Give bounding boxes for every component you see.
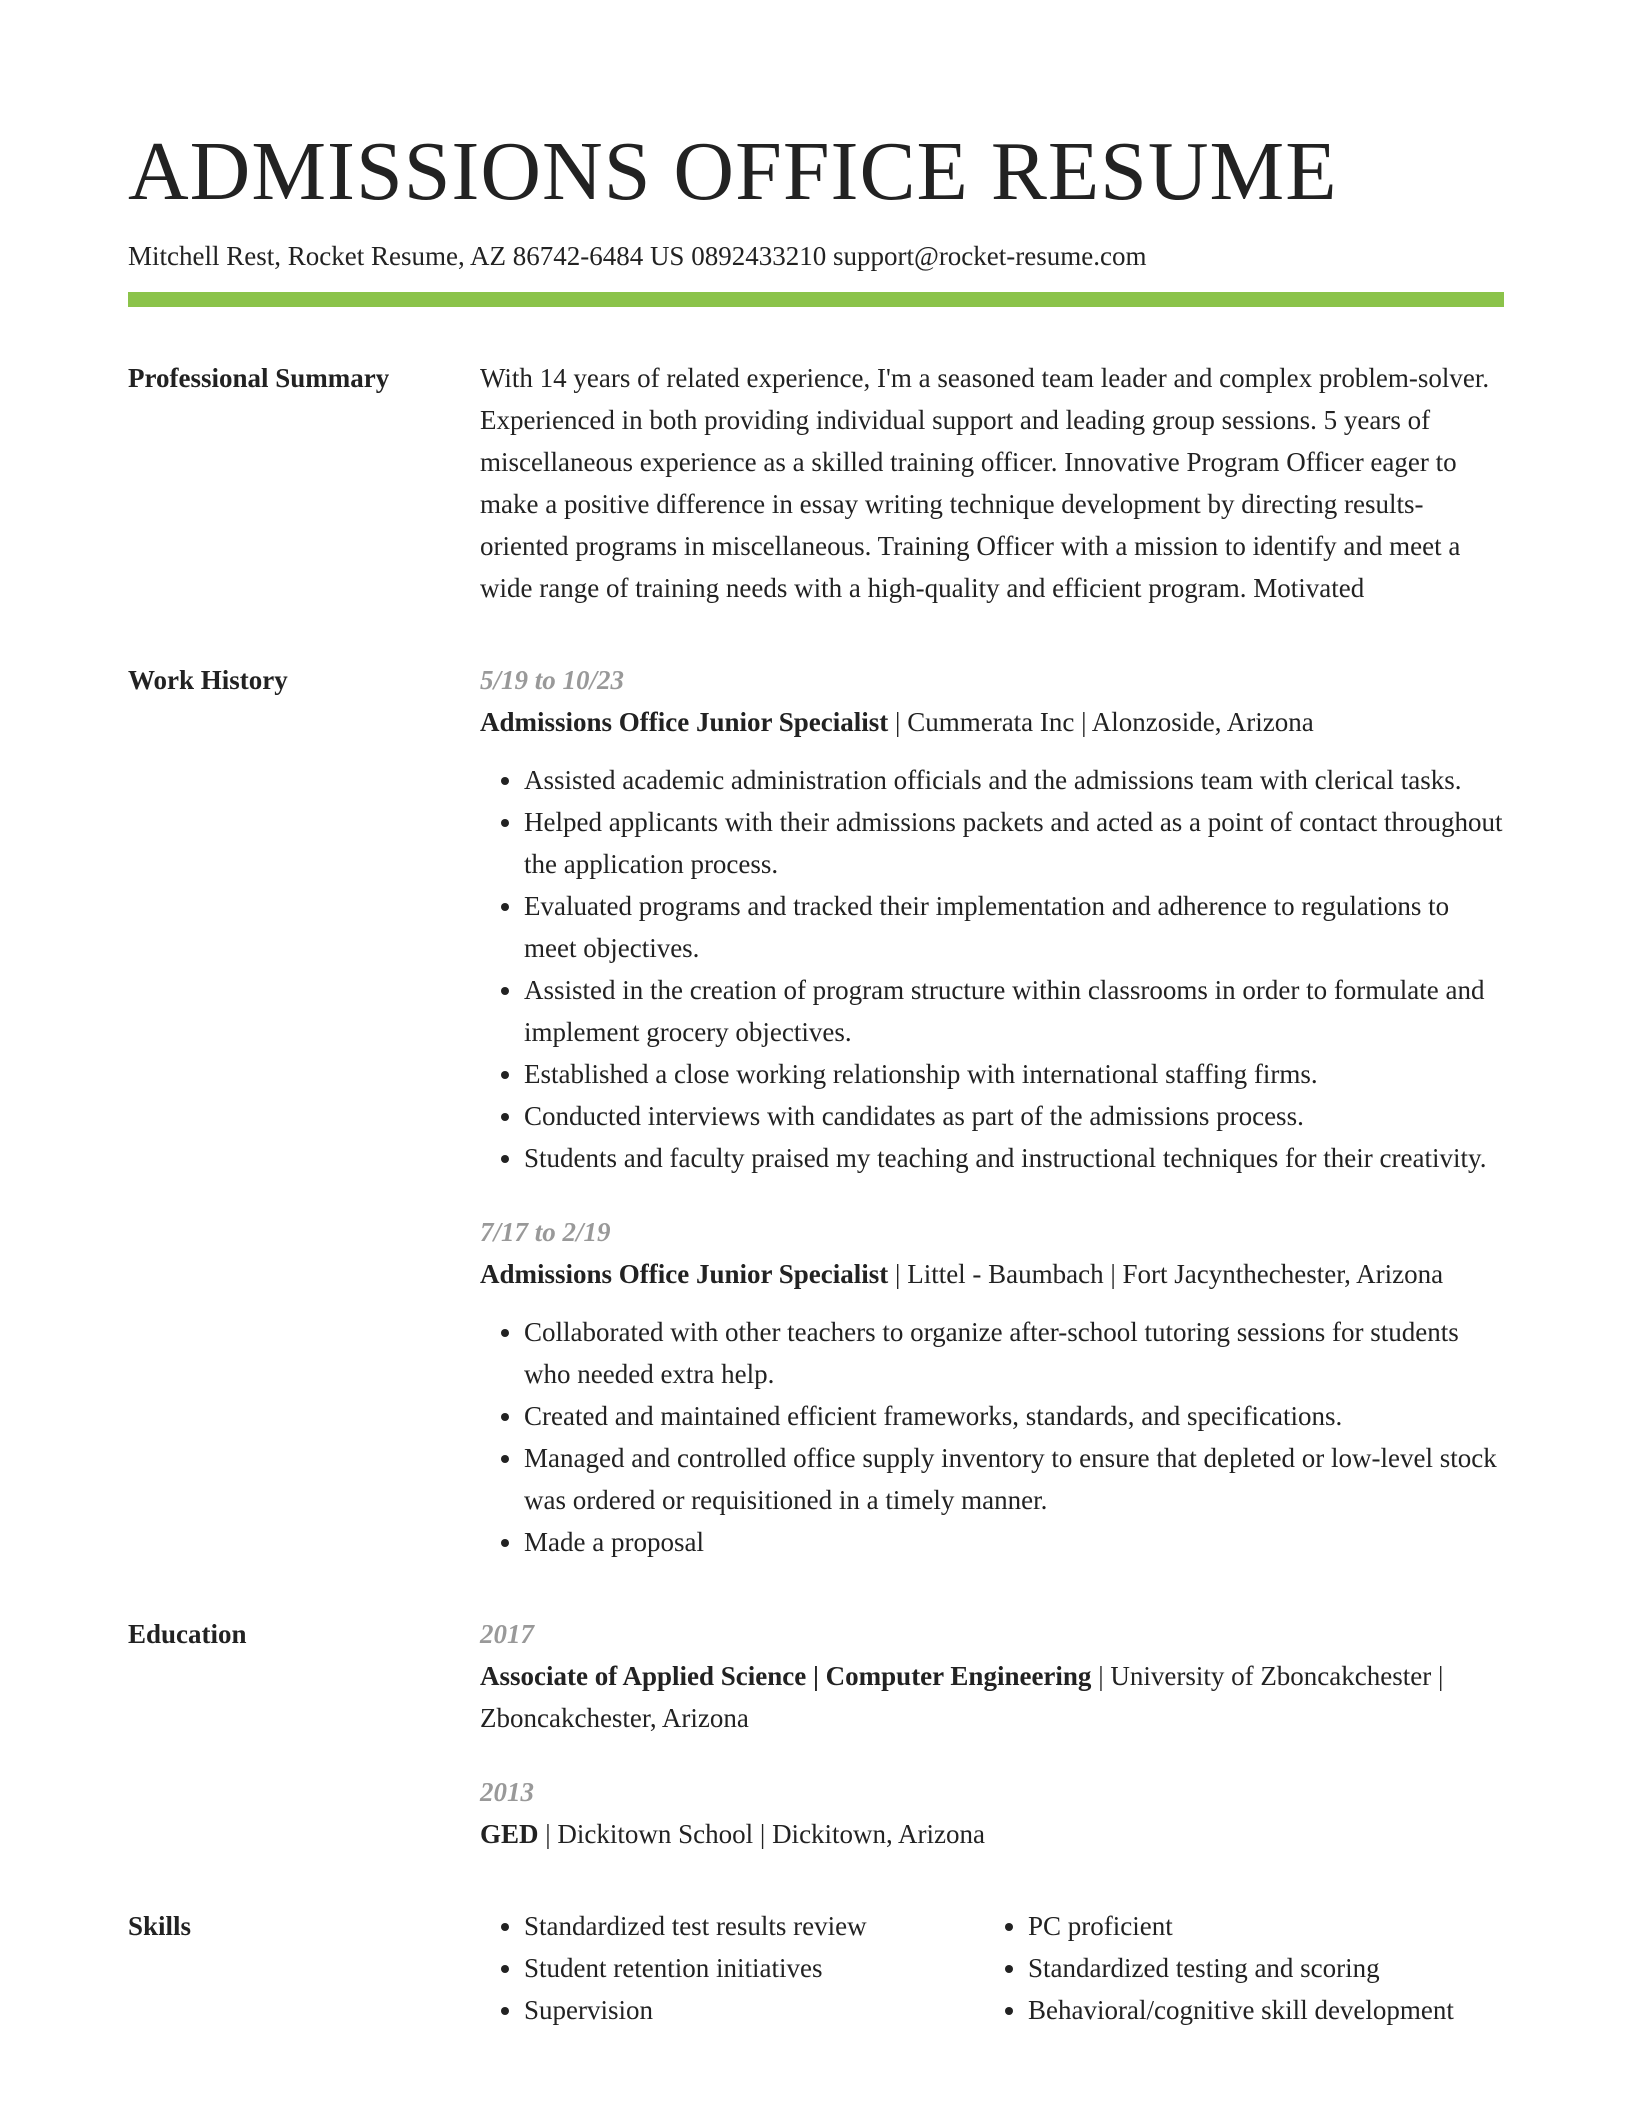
job-bullets [480,759,1504,1179]
list-item: • Standardized testing and scoring [1028,1947,1528,1989]
job-heading [480,701,1504,743]
job-title: Admissions Office Junior Specialist [480,707,889,737]
skills-section [128,1905,1504,2031]
education-heading [480,1813,1504,1855]
list-item: • Standardized test results review [524,1905,984,1947]
list-item: • PC proficient [1028,1905,1528,1947]
list-item: • Behavioral/cognitive skill development [1028,1989,1528,2031]
accent-divider [128,292,1504,307]
list-item: • Managed and controlled office supply inventory to ensure that depleted or low-level stock was ordered or requisitioned in a timely manner. [524,1437,1504,1521]
list-item: • Assisted in the creation of program structure within classrooms in order to formulate and implement grocery objectives. [524,969,1504,1053]
contact-line: Mitchell Rest, Rocket Resume, AZ 86742-6484 US 0892433210 support@rocket-resume.com [128,241,1147,271]
list-item: • Supervision [524,1989,984,2031]
education-details: | Dickitown School | Dickitown, Arizona [538,1819,986,1849]
skills-list-right [984,1905,1528,2031]
education-section [128,1613,1504,1855]
section-label-education: Education [128,1619,247,1649]
section-label-work: Work History [128,665,288,695]
list-item: • Made a proposal [524,1521,1504,1563]
list-item: • Helped applicants with their admissions packets and acted as a point of contact throughout the application process. [524,801,1504,885]
list-item: • Evaluated programs and tracked their implementation and adherence to regulations to meet objectives. [524,885,1504,969]
job-heading [480,1253,1504,1295]
job-dates: 5/19 to 10/23 [480,665,625,695]
job-title: Admissions Office Junior Specialist [480,1259,889,1289]
summary-text: With 14 years of related experience, I'm a seasoned team leader and complex problem-solver. Experienced in both providing individual support and leading group sessions. 5 years of miscellaneous experience as a skilled training officer. Innovative Program Officer eager to make a positive difference in essay writing technique development by directing results-oriented programs in miscellaneous. Training Officer with a mission to identify and meet a wide range of training needs with a high-quality and efficient program. Motivated [480,363,1490,603]
job-bullets [480,1311,1504,1563]
section-label-skills: Skills [128,1911,192,1941]
education-year: 2017 [480,1619,534,1649]
education-entry [480,1771,1504,1855]
list-item: • Students and faculty praised my teaching and instructional techniques for their creativity. [524,1137,1504,1179]
resume-title: ADMISSIONS OFFICE RESUME [128,125,1338,218]
resume-page [128,118,1504,2031]
degree-title: Associate of Applied Science | Computer Engineering [480,1661,1092,1691]
skills-grid [480,1905,1528,2031]
job-entry [480,659,1504,1179]
list-item: • Conducted interviews with candidates as part of the admissions process. [524,1095,1504,1137]
education-entry [480,1613,1504,1739]
list-item: • Assisted academic administration officials and the admissions team with clerical tasks. [524,759,1504,801]
list-item: • Established a close working relationship with international staffing firms. [524,1053,1504,1095]
job-details: | Cummerata Inc | Alonzoside, Arizona [888,707,1314,737]
education-details: | University of Zboncakchester | Zboncakchester, Arizona [480,1661,1444,1733]
education-year: 2013 [480,1777,534,1807]
list-item: • Student retention initiatives [524,1947,984,1989]
education-heading [480,1655,1504,1739]
summary-section [128,357,1504,609]
skills-list-left [480,1905,984,2031]
list-item: • Collaborated with other teachers to organize after-school tutoring sessions for students who needed extra help. [524,1311,1504,1395]
job-dates: 7/17 to 2/19 [480,1217,611,1247]
job-details: | Littel - Baumbach | Fort Jacynthechester, Arizona [888,1259,1444,1289]
degree-title: GED [480,1819,539,1849]
list-item: • Created and maintained efficient frameworks, standards, and specifications. [524,1395,1504,1437]
section-label-summary: Professional Summary [128,363,390,393]
work-history-section [128,659,1504,1563]
job-entry [480,1211,1504,1563]
